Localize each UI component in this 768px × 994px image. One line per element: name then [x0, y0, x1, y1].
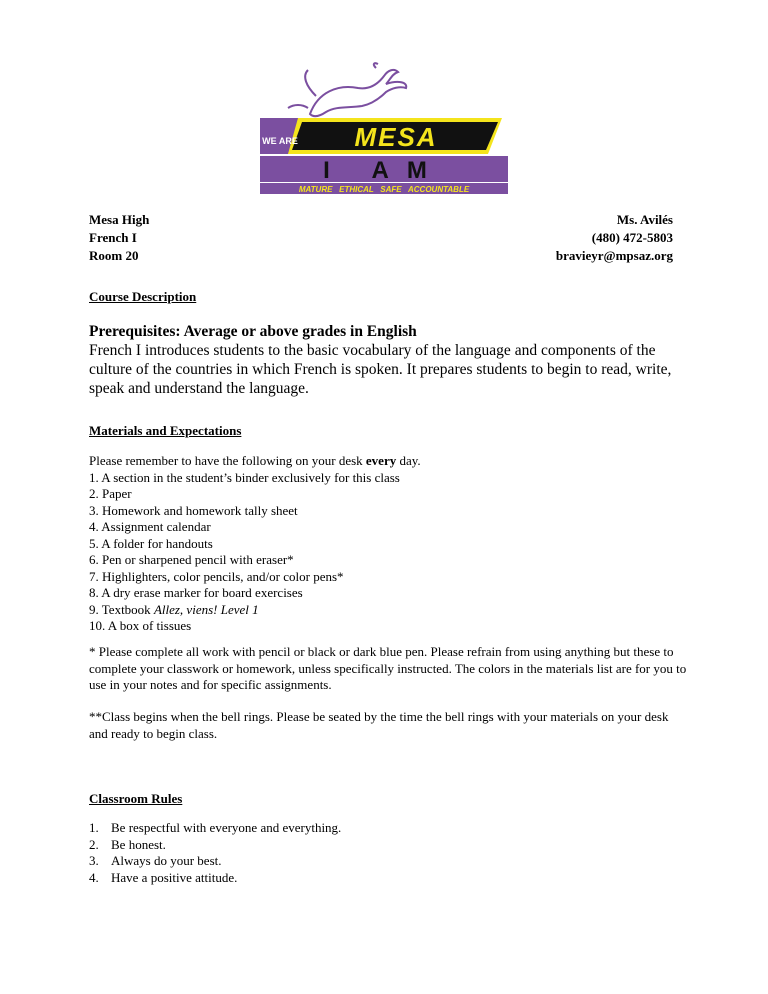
materials-intro: [89, 453, 689, 470]
materials-intro-end: day.: [396, 453, 421, 468]
rules-list: [89, 820, 689, 886]
school-info: [89, 211, 149, 265]
textbook-label: 9. Textbook: [89, 601, 154, 617]
logo-i-am: I AM: [323, 157, 445, 184]
materials-item: 7. Highlighters, color pencils, and/or color pens*: [89, 568, 344, 584]
rule-number: 2.: [89, 836, 99, 852]
course-name: French I: [89, 230, 137, 245]
materials-item: [89, 602, 689, 619]
rule-text: Have a positive attitude.: [111, 869, 238, 885]
room-number: Room 20: [89, 248, 139, 263]
materials-note-1: [89, 644, 689, 694]
logo-we-are: WE ARE: [262, 136, 298, 146]
materials-list: [89, 453, 689, 635]
materials-heading: Materials and Expectations: [89, 423, 242, 438]
course-description-body: [89, 323, 689, 398]
materials-intro-text: Please remember to have the following on your desk: [89, 453, 366, 468]
mesa-logo-graphic: [258, 62, 516, 196]
logo-mesa: MESA: [354, 122, 438, 152]
materials-item: 1. A section in the student’s binder exclusively for this class: [89, 469, 400, 485]
materials-note-2: [89, 709, 689, 742]
rule-number: 1.: [89, 820, 99, 835]
rule-number: 3.: [89, 853, 99, 868]
jackrabbit-icon: [310, 70, 406, 116]
logo-tagline: MATURE ETHICAL SAFE ACCOUNTABLE: [298, 185, 470, 194]
textbook-title: Allez, viens! Level 1: [153, 601, 259, 617]
materials-item: 3. Homework and homework tally sheet: [89, 502, 298, 518]
materials-item: 2. Paper: [89, 486, 132, 501]
course-description-heading: Course Description: [89, 289, 197, 304]
materials-item: 10. A box of tissues: [89, 618, 192, 633]
rule-text: Be honest.: [111, 836, 166, 852]
materials-item: 6. Pen or sharpened pencil with eraser*: [89, 552, 294, 567]
materials-intro-emphasis: every: [365, 453, 397, 468]
materials-note-2-text: **Class begins when the bell rings. Please be seated by the time the bell rings with your materials on your desk and ready to begin class.: [89, 709, 669, 741]
school-name: Mesa High: [89, 212, 150, 227]
rule-item: [89, 870, 689, 887]
teacher-info: [556, 211, 673, 265]
materials-note-1-text: * Please complete all work with pencil or black or dark blue pen. Please refrain from using anything but these to complete your classwork or homework, unless specifically instructed. The colors in the materials list are for you to use in your notes and for specific assignments.: [89, 644, 687, 692]
course-description-text: French I introduces students to the basic vocabulary of the language and components of the culture of the countries in which French is spoken. It prepares students to begin to read, write, speak and understand the language.: [89, 342, 672, 397]
materials-section: [89, 423, 689, 439]
materials-item: 4. Assignment calendar: [89, 519, 211, 534]
rules-section: [89, 791, 689, 807]
materials-item: 5. A folder for handouts: [89, 535, 213, 551]
prerequisites: Prerequisites: Average or above grades in English: [89, 323, 417, 340]
teacher-name: Ms. Avilés: [616, 212, 673, 227]
rules-heading: Classroom Rules: [89, 791, 183, 806]
materials-item: 8. A dry erase marker for board exercises: [89, 585, 303, 600]
teacher-phone: (480) 472-5803: [591, 230, 673, 245]
course-description-section: [89, 289, 689, 305]
rule-item: [89, 820, 689, 837]
mesa-logo: [258, 62, 516, 196]
teacher-email: bravieyr@mpsaz.org: [555, 248, 673, 263]
rule-item: [89, 853, 689, 870]
rule-item: [89, 837, 689, 854]
rule-number: 4.: [89, 869, 99, 885]
rule-text: Always do your best.: [111, 853, 222, 868]
rule-text: Be respectful with everyone and everything.: [111, 820, 342, 835]
